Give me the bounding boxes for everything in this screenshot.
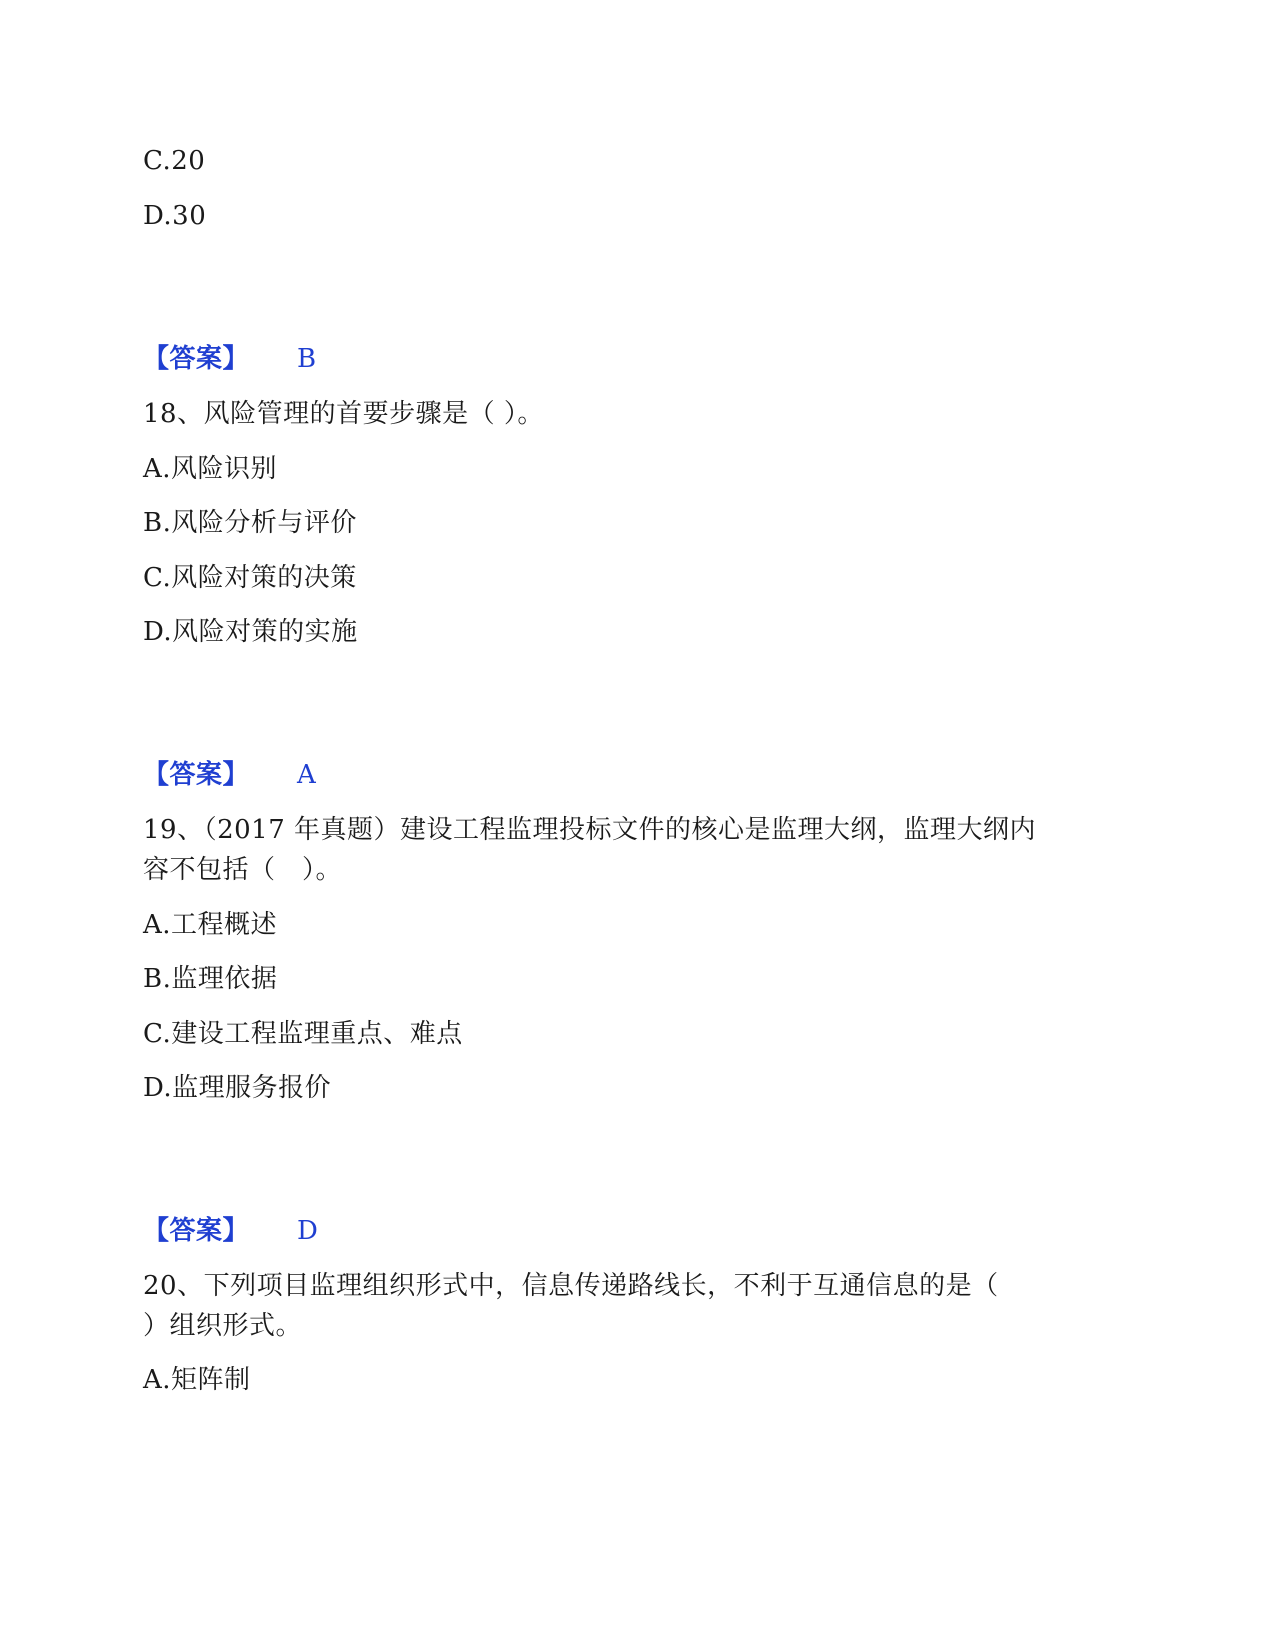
answer-row xyxy=(143,1214,318,1248)
question-19-option-d: D.监理服务报价 xyxy=(143,1073,332,1103)
answer-value: B xyxy=(297,344,317,374)
question-18-option-b: B.风险分析与评价 xyxy=(143,508,357,538)
question-18-stem: 18、风险管理的首要步骤是（ ）。 xyxy=(143,399,544,429)
option-d: D.30 xyxy=(143,201,207,231)
question-19-stem-line2: 容不包括（ ）。 xyxy=(143,855,343,885)
answer-label: 【答案】 xyxy=(143,1216,250,1246)
option-c: C.20 xyxy=(143,146,206,176)
answer-row xyxy=(143,342,317,376)
question-18-option-a: A.风险识别 xyxy=(143,454,278,484)
question-19-option-b: B.监理依据 xyxy=(143,964,278,994)
question-19-option-c: C.建设工程监理重点、难点 xyxy=(143,1019,463,1049)
answer-label: 【答案】 xyxy=(143,760,250,790)
question-20-stem-line2: ）组织形式。 xyxy=(143,1311,303,1341)
answer-row xyxy=(143,758,316,792)
question-19-stem-line1: 19、（2017 年真题）建设工程监理投标文件的核心是监理大纲，监理大纲内 xyxy=(143,815,1037,845)
question-20-option-a: A.矩阵制 xyxy=(143,1365,251,1395)
question-20-stem-line1: 20、下列项目监理组织形式中，信息传递路线长，不利于互通信息的是（ xyxy=(143,1271,999,1301)
question-18-option-c: C.风险对策的决策 xyxy=(143,563,357,593)
question-18-option-d: D.风险对策的实施 xyxy=(143,617,358,647)
question-19-option-a: A.工程概述 xyxy=(143,910,278,940)
answer-value: D xyxy=(297,1216,319,1246)
answer-label: 【答案】 xyxy=(143,344,250,374)
answer-value: A xyxy=(297,760,317,790)
